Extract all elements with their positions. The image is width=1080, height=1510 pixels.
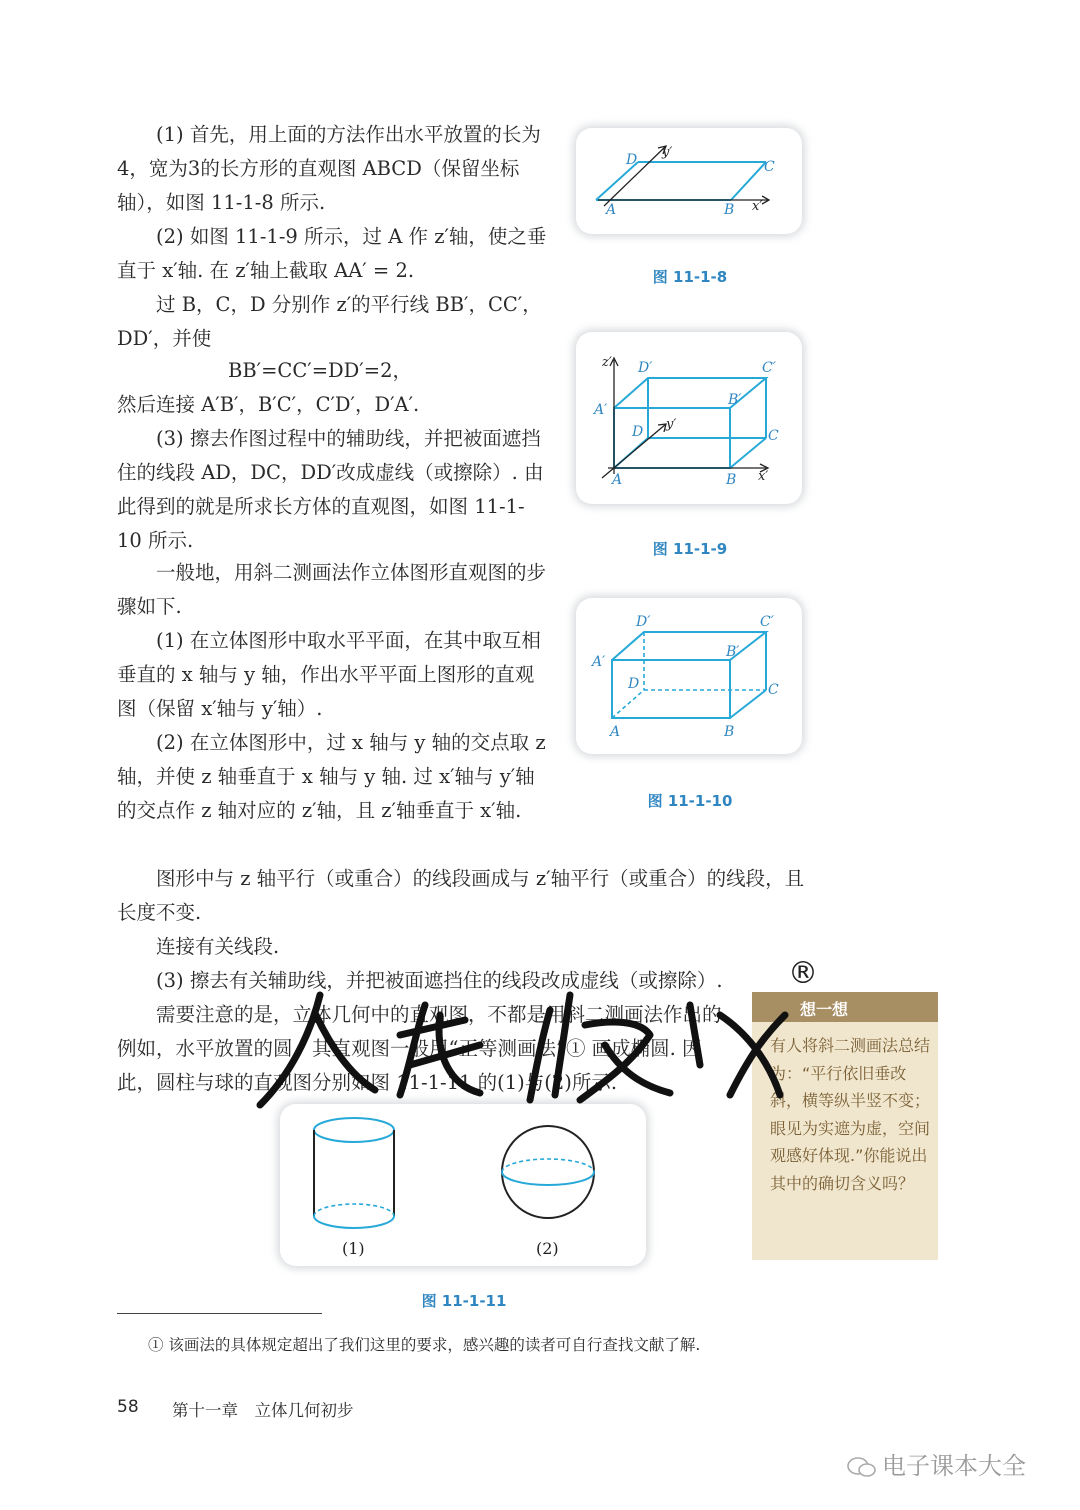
- figure-11-1-9: [576, 332, 802, 504]
- label-B: B: [724, 202, 735, 218]
- cuboid-final-diagram: [576, 598, 802, 754]
- label-C: C: [764, 159, 775, 175]
- paragraph-general: 一般地，用斜二测画法作立体图形直观图的步骤如下.: [117, 561, 547, 618]
- label-A: A: [606, 202, 617, 218]
- sphere-drawing: [502, 1126, 594, 1218]
- label-D: D: [628, 676, 640, 692]
- paragraph-general-step3: (3) 擦去有关辅助线，并把被面遮挡住的线段改成虚线（或擦除）.: [156, 969, 723, 992]
- publisher-watermark-signature: [250, 975, 790, 1115]
- wechat-icon: [846, 1455, 876, 1479]
- cuboid-construction-diagram: [576, 332, 802, 504]
- paragraph-step1: (1) 首先，用上面的方法作出水平放置的长为4，宽为3的长方形的直观图 ABCD（保留坐标轴），如图 11-1-8 所示.: [117, 123, 541, 214]
- parallelogram-diagram: [576, 128, 802, 234]
- figure-caption-11-1-10: 图 11-1-10: [647, 792, 733, 810]
- label-B-prime: B′: [728, 392, 742, 408]
- think-sidebar-text: 有人将斜二测画法总结为：“平行依旧垂改斜，横等纵半竖不变；眼见为实遮为虚，空间观感好体现.”你能说出其中的确切含义吗？: [770, 1036, 931, 1193]
- figure-caption-11-1-9: 图 11-1-9: [652, 540, 728, 558]
- label-B-prime: B′: [726, 644, 740, 660]
- label-C: C: [768, 682, 779, 698]
- figure-caption-11-1-8: 图 11-1-8: [652, 268, 728, 286]
- equation-line: BB′=CC′=DD′=2，: [228, 359, 412, 382]
- registered-mark: ®: [788, 956, 818, 991]
- label-x-axis: x′: [758, 469, 769, 484]
- figure-11-1-8: [576, 128, 802, 234]
- chapter-title: 第十一章 立体几何初步: [172, 1401, 354, 1420]
- subfigure-label-1: (1): [342, 1239, 365, 1258]
- label-B: B: [726, 472, 737, 488]
- figure-11-1-10: [576, 598, 802, 754]
- label-D: D: [632, 424, 644, 440]
- cylinder-sphere-diagram: [280, 1104, 646, 1266]
- label-D-prime: D′: [636, 614, 651, 630]
- label-B: B: [724, 724, 735, 740]
- label-z-axis: z′: [602, 355, 612, 370]
- label-y-axis: y′: [662, 145, 673, 160]
- paragraph-parallel-rule: 图形中与 z 轴平行（或重合）的线段画成与 z′轴平行（或重合）的线段，且长度不变.: [117, 867, 805, 924]
- paragraph-step3: (3) 擦去作图过程中的辅助线，并把被面遮挡住的线段 AD，DC，DD′改成虚线（或擦除）. 由此得到的就是所求长方体的直观图，如图 11-1-10 所示.: [117, 427, 544, 552]
- subfigure-label-2: (2): [536, 1239, 559, 1258]
- paragraph-note: 需要注意的是，立体几何中的直观图，不都是用斜二测画法作出的. 例如，水平放置的圆，其直观图一般用“正等测画法”① 画成椭圆. 因此，圆柱与球的直观图分别如图 11-1-11 的(1)与(2)所示.: [117, 1003, 728, 1094]
- label-A: A: [612, 472, 623, 488]
- footnote-divider: [117, 1313, 322, 1314]
- think-sidebar-title: 想一想: [800, 1000, 849, 1019]
- paragraph-general-step2: (2) 在立体图形中，过 x 轴与 y 轴的交点取 z 轴，并使 z 轴垂直于 x 轴与 y 轴. 过 x′轴与 y′轴的交点作 z 轴对应的 z′轴，且 z′轴垂直于 x′轴.: [117, 731, 546, 822]
- label-C-prime: C′: [760, 614, 774, 630]
- label-A-prime: A′: [592, 654, 606, 670]
- paragraph-general-step1: (1) 在立体图形中取水平平面，在其中取互相垂直的 x 轴与 y 轴，作出水平平面上图形的直观图（保留 x′轴与 y′轴）.: [117, 629, 541, 720]
- paragraph-step2: (2) 如图 11-1-9 所示，过 A 作 z′轴，使之垂直于 x′轴. 在 z′轴上截取 AA′ = 2.: [117, 225, 547, 282]
- label-D-prime: D′: [638, 360, 653, 376]
- paragraph-connect: 然后连接 A′B′，B′C′，C′D′，D′A′.: [117, 393, 420, 416]
- label-y-axis: y′: [666, 417, 677, 432]
- label-C: C: [768, 428, 779, 444]
- wechat-account-name: 电子课本大全: [882, 1452, 1026, 1480]
- label-A: A: [610, 724, 621, 740]
- label-D: D: [626, 152, 638, 168]
- footnote-text: ① 该画法的具体规定超出了我们这里的要求，感兴趣的读者可自行查找文献了解.: [148, 1336, 701, 1354]
- page-number: 58: [117, 1397, 139, 1417]
- figure-11-1-11: [280, 1104, 646, 1266]
- wechat-watermark: [846, 1446, 1026, 1481]
- label-A-prime: A′: [594, 402, 608, 418]
- paragraph-step2-parallel: 过 B，C，D 分别作 z′的平行线 BB′，CC′，DD′，并使: [117, 293, 542, 350]
- figure-caption-11-1-11: 图 11-1-11: [421, 1292, 507, 1310]
- label-C-prime: C′: [762, 360, 776, 376]
- paragraph-connect-segments: 连接有关线段.: [156, 935, 280, 958]
- cylinder-drawing: [314, 1118, 394, 1228]
- label-x-axis: x′: [752, 199, 763, 214]
